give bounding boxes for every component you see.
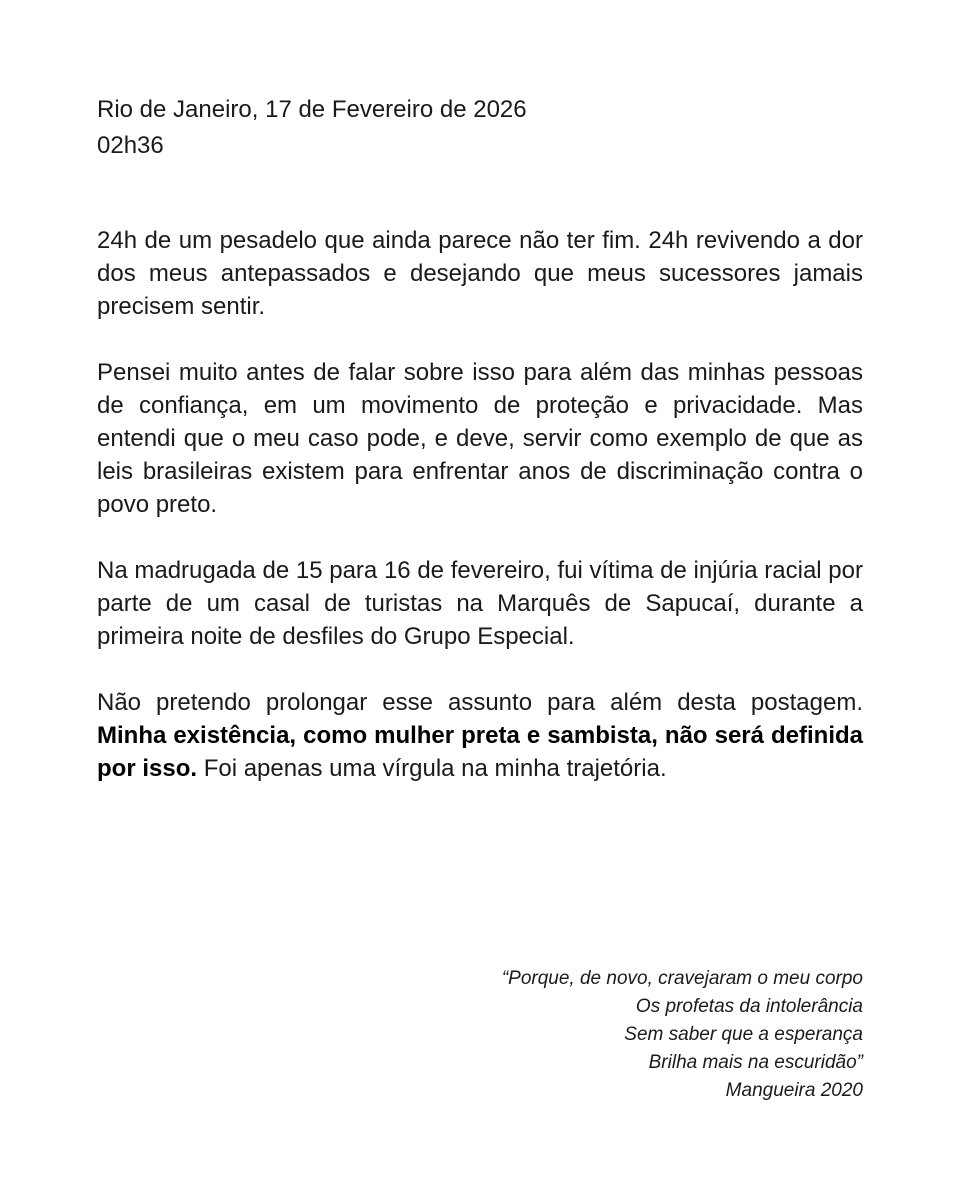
- quote-line-2: Os profetas da intolerância: [635, 996, 863, 1017]
- paragraph-3: Na madrugada de 15 para 16 de fevereiro, fui vítima de injúria racial por parte de um casal de turistas na Marquês de Sapucaí, durante a primeira noite de desfiles do Grupo Especial.: [97, 557, 863, 650]
- paragraph-1: 24h de um pesadelo que ainda parece não ter fim. 24h revivendo a dor dos meus antepassados e desejando que meus sucessores jamais precisem sentir.: [97, 227, 863, 320]
- paragraph-4-bold: Minha existência, como mulher preta e sambista, não será definida por isso.: [97, 722, 863, 782]
- place-date: Rio de Janeiro, 17 de Fevereiro de 2026: [97, 96, 527, 123]
- paragraph-4-start: Não pretendo prolongar esse assunto para além desta postagem.: [97, 689, 863, 716]
- quote-line-1: “Porque, de novo, cravejaram o meu corpo: [501, 968, 863, 989]
- paragraph-4: [97, 686, 863, 785]
- time: 02h36: [97, 132, 164, 159]
- closing-quote: [263, 965, 863, 1105]
- letter-body: [97, 224, 863, 818]
- paragraph-4-end: Foi apenas uma vírgula na minha trajetória.: [197, 755, 667, 782]
- paragraph-2: Pensei muito antes de falar sobre isso para além das minhas pessoas de confiança, em um movimento de proteção e privacidade. Mas entendi que o meu caso pode, e deve, servir como exemplo de que as leis brasileiras existem para enfrentar anos de discriminação contra o povo preto.: [97, 359, 863, 518]
- quote-attribution: Mangueira 2020: [725, 1080, 863, 1101]
- quote-line-3: Sem saber que a esperança: [624, 1024, 863, 1045]
- letter-header: [97, 92, 863, 164]
- quote-line-4: Brilha mais na escuridão”: [648, 1052, 863, 1073]
